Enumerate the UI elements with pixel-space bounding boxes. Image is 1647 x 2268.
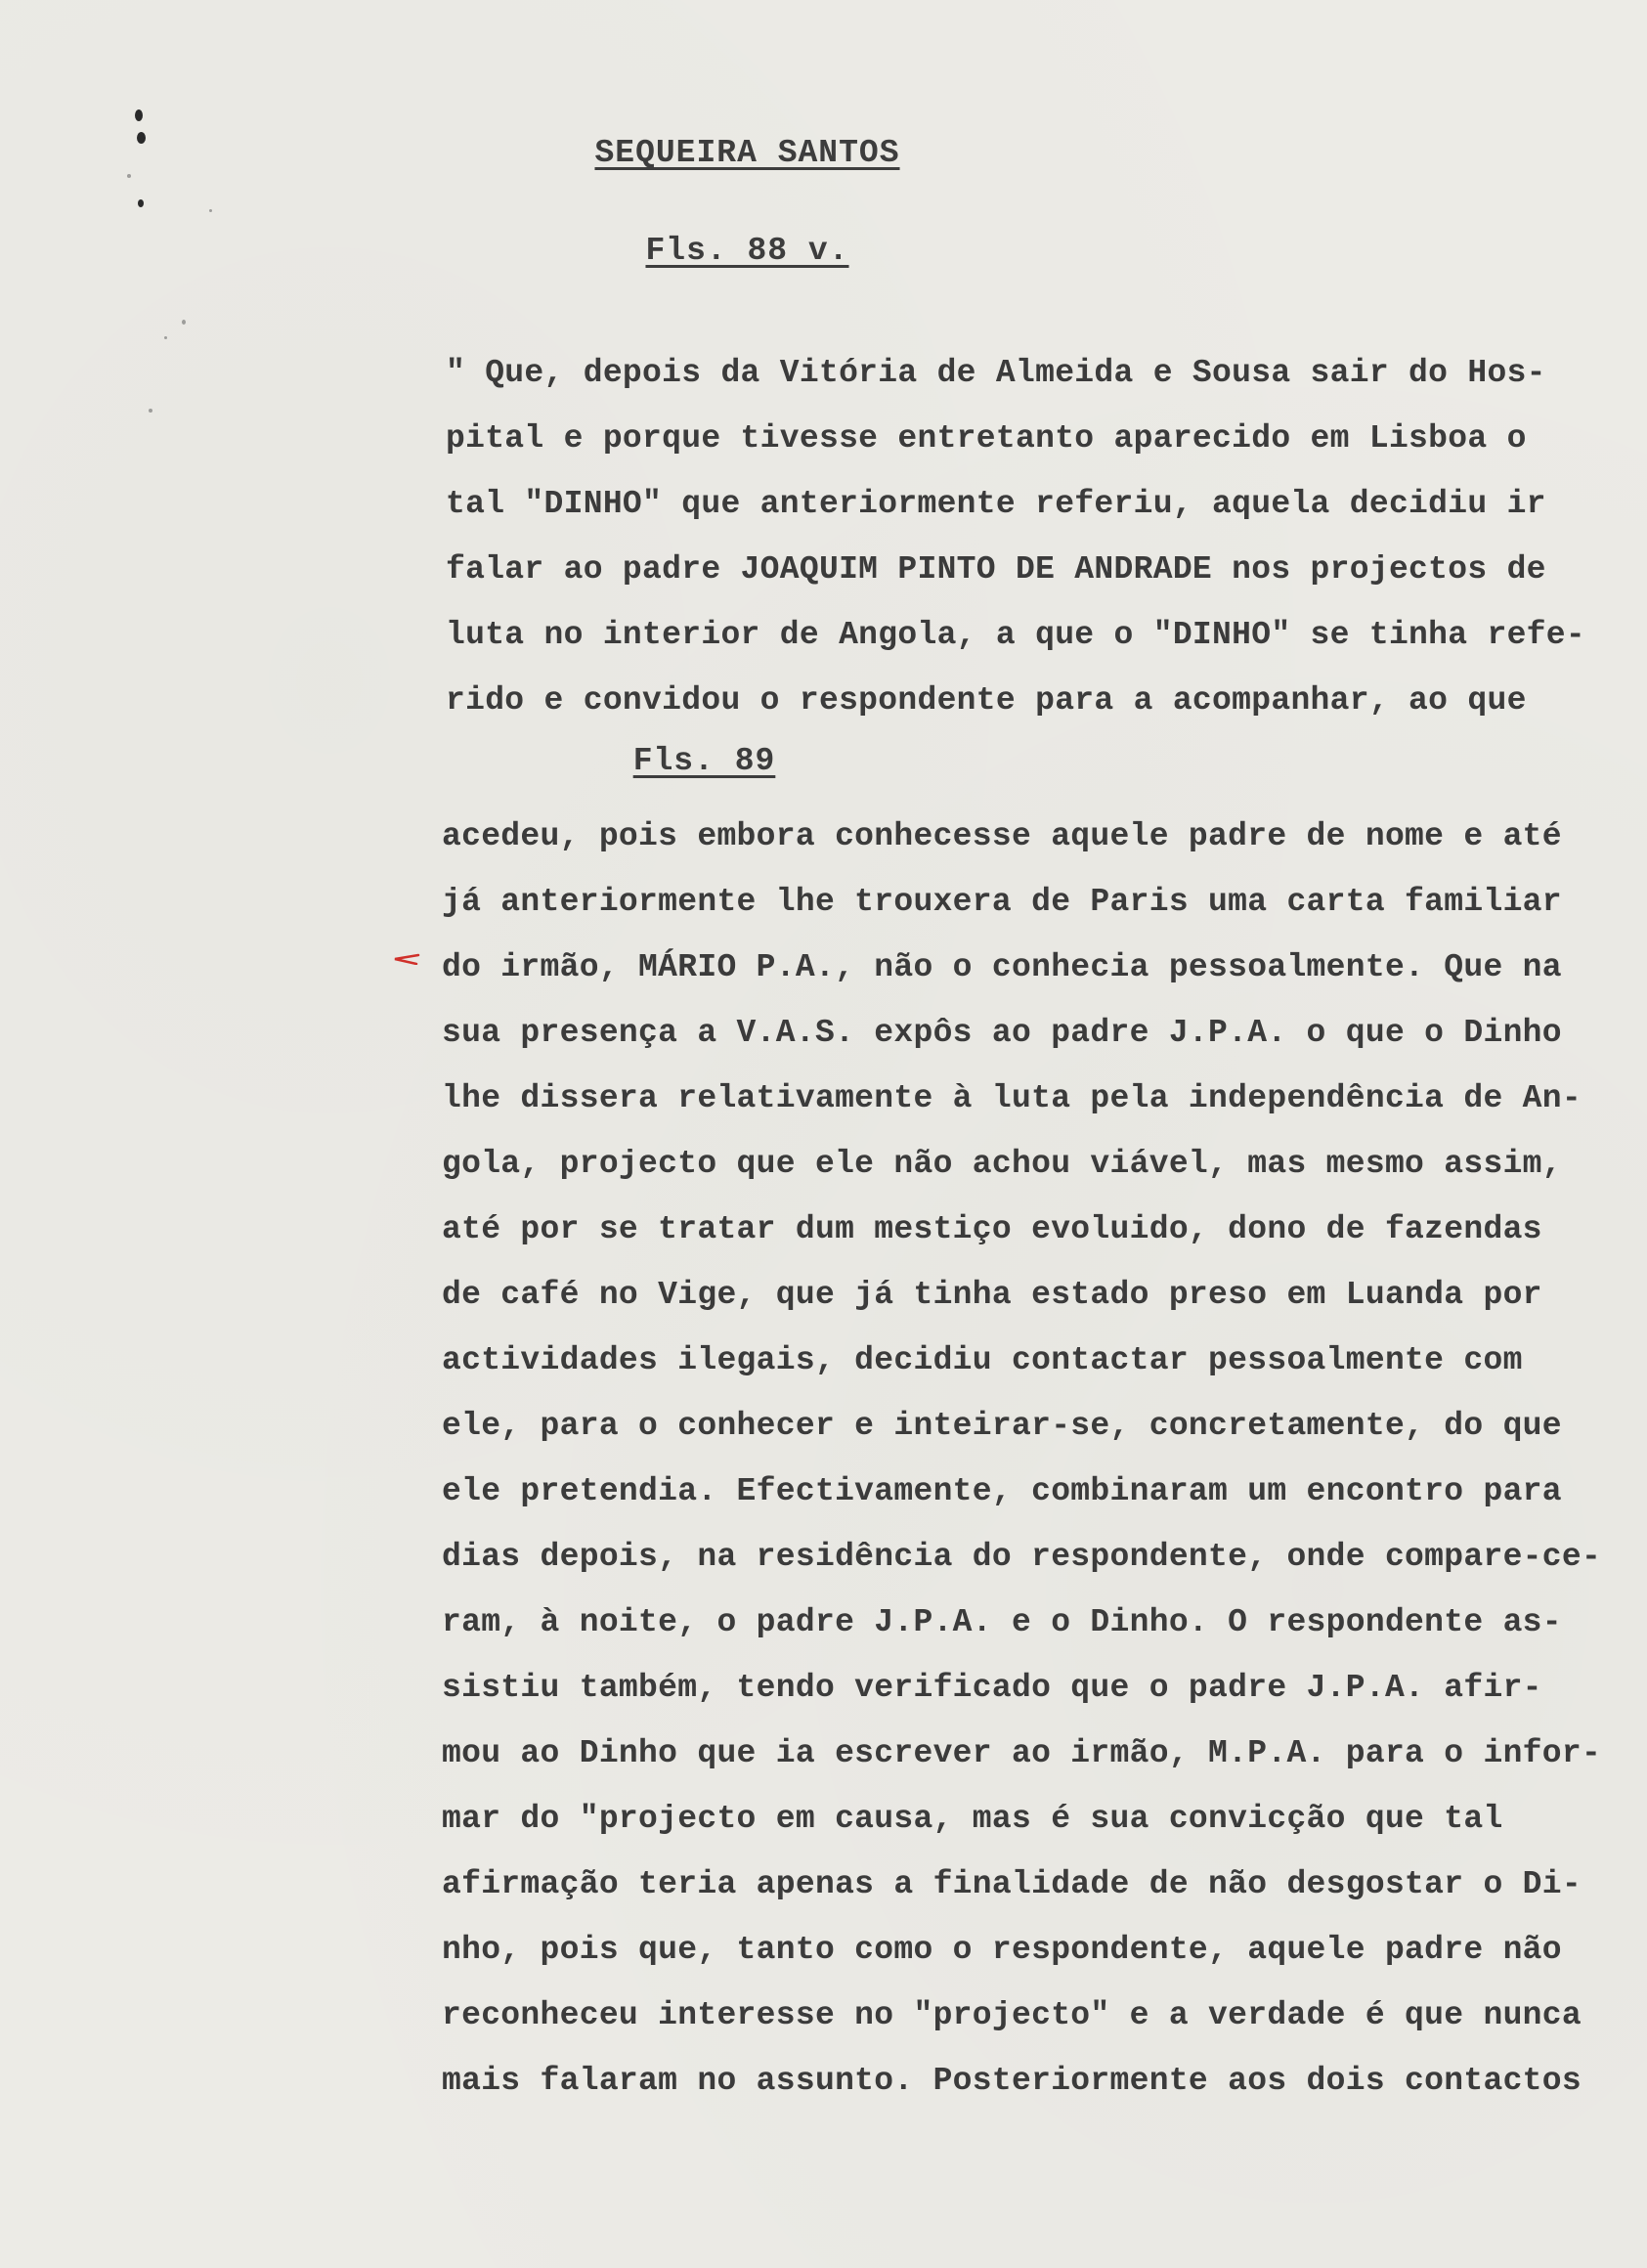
text-line: afirmação teria apenas a finalidade de não desgostar o Di- <box>442 1866 1582 1902</box>
text-line: já anteriormente lhe trouxera de Paris uma carta familiar <box>442 884 1562 920</box>
paper-speck <box>182 320 186 325</box>
text-line: tal "DINHO" que anteriormente referiu, aquela decidiu ir <box>446 486 1546 522</box>
text-line: mais falaram no assunto. Posteriormente aos dois contactos <box>442 2063 1582 2099</box>
text-line: sistiu também, tendo verificado que o padre J.P.A. afir- <box>442 1670 1542 1706</box>
text-line: até por se tratar dum mestiço evoluido, dono de fazendas <box>442 1211 1542 1247</box>
text-line: do irmão, MÁRIO P.A., não o conhecia pessoalmente. Que na <box>442 949 1562 985</box>
text-line: " Que, depois da Vitória de Almeida e Sousa sair do Hos- <box>446 355 1546 391</box>
text-line: reconheceu interesse no "projecto" e a verdade é que nunca <box>442 1997 1582 2033</box>
folio-label-88v: Fls. 88 v. <box>645 233 849 269</box>
paper-speck <box>149 409 152 413</box>
text-line: actividades ilegais, decidiu contactar pessoalmente com <box>442 1342 1523 1378</box>
punch-hole-mark <box>135 109 143 121</box>
text-line: falar ao padre JOAQUIM PINTO DE ANDRADE nos projectos de <box>446 551 1546 588</box>
paper-speck <box>127 174 131 178</box>
text-line: luta no interior de Angola, a que o "DINHO" se tinha refe- <box>446 617 1585 653</box>
punch-hole-mark <box>138 199 144 207</box>
text-line: mou ao Dinho que ia escrever ao irmão, M.P.A. para o infor- <box>442 1735 1602 1771</box>
paragraph-1 <box>446 340 1599 733</box>
folio-label-89: Fls. 89 <box>632 743 776 779</box>
text-line: pital e porque tivesse entretanto aparecido em Lisboa o <box>446 420 1527 457</box>
text-line: nho, pois que, tanto como o respondente, aquele padre não <box>442 1932 1562 1968</box>
text-line: acedeu, pois embora conhecesse aquele padre de nome e até <box>442 818 1562 854</box>
document-heading: SEQUEIRA SANTOS <box>594 135 900 171</box>
text-line: ele pretendia. Efectivamente, combinaram um encontro para <box>442 1473 1562 1509</box>
paper-speck <box>209 209 212 212</box>
text-line: mar do "projecto em causa, mas é sua convicção que tal <box>442 1801 1503 1837</box>
text-line: lhe dissera relativamente à luta pela independência de An- <box>442 1080 1582 1116</box>
red-margin-mark-icon <box>391 953 420 965</box>
text-line: sua presença a V.A.S. expôs ao padre J.P.A. o que o Dinho <box>442 1015 1562 1051</box>
paper-speck <box>164 336 167 339</box>
paragraph-2 <box>442 804 1600 2114</box>
text-line: rido e convidou o respondente para a acompanhar, ao que <box>446 682 1527 719</box>
text-line: ram, à noite, o padre J.P.A. e o Dinho. O respondente as- <box>442 1604 1562 1640</box>
text-line: dias depois, na residência do respondente, onde compare-ce- <box>442 1539 1602 1575</box>
text-line: de café no Vige, que já tinha estado preso em Luanda por <box>442 1277 1542 1313</box>
text-line: gola, projecto que ele não achou viável, mas mesmo assim, <box>442 1146 1562 1182</box>
text-line: ele, para o conhecer e inteirar-se, concretamente, do que <box>442 1408 1562 1444</box>
